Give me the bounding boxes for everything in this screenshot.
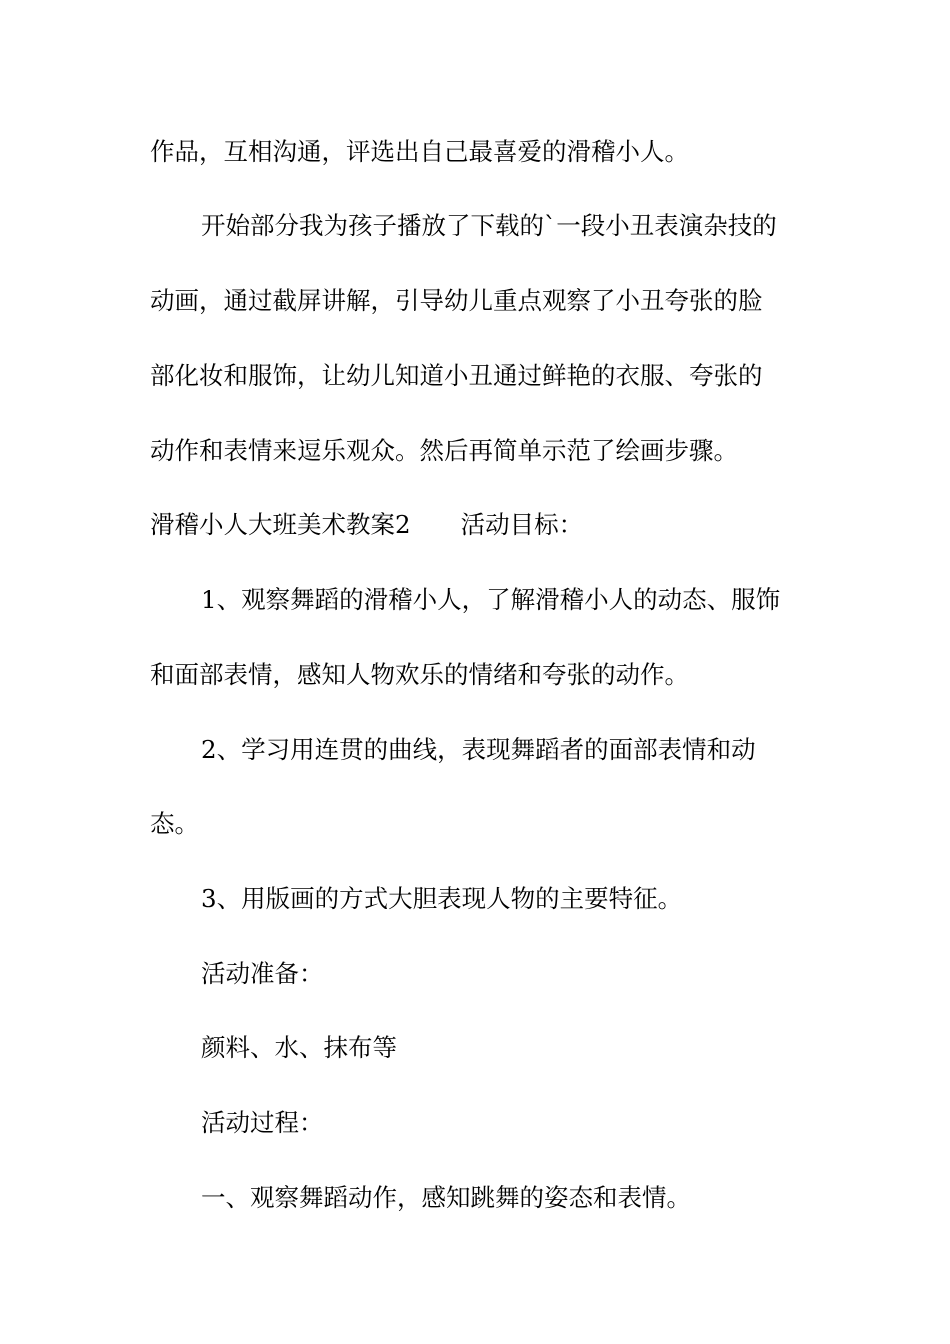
paragraph-line: 一、观察舞蹈动作，感知跳舞的姿态和表情。 [201, 1183, 691, 1212]
section-heading-line [150, 509, 583, 541]
paragraph-line: 动作和表情来逗乐观众。然后再简单示范了绘画步骤。 [150, 436, 738, 465]
paragraph-line: 1、观察舞蹈的滑稽小人，了解滑稽小人的动态、服饰 [201, 585, 781, 614]
subsection-title: 活动过程： [201, 1108, 324, 1137]
paragraph-line: 态。 [150, 809, 199, 838]
paragraph-line: 作品，互相沟通，评选出自己最喜爱的滑稽小人。 [150, 137, 689, 166]
paragraph-line: 颜料、水、抹布等 [201, 1033, 397, 1062]
paragraph-line: 2、学习用连贯的曲线，表现舞蹈者的面部表情和动 [201, 735, 756, 764]
subsection-title: 活动目标： [460, 510, 584, 539]
paragraph-line: 3、用版画的方式大胆表现人物的主要特征。 [201, 884, 683, 913]
paragraph-line: 和面部表情，感知人物欢乐的情绪和夸张的动作。 [150, 660, 689, 689]
section-title: 滑稽小人大班美术教案2 [150, 510, 411, 539]
paragraph-line: 开始部分我为孩子播放了下载的`一段小丑表演杂技的 [201, 211, 777, 240]
paragraph-line: 部化妆和服饰，让幼儿知道小丑通过鲜艳的衣服、夸张的 [150, 361, 763, 390]
paragraph-line: 动画，通过截屏讲解，引导幼儿重点观察了小丑夸张的脸 [150, 286, 763, 315]
subsection-title: 活动准备： [201, 959, 324, 988]
